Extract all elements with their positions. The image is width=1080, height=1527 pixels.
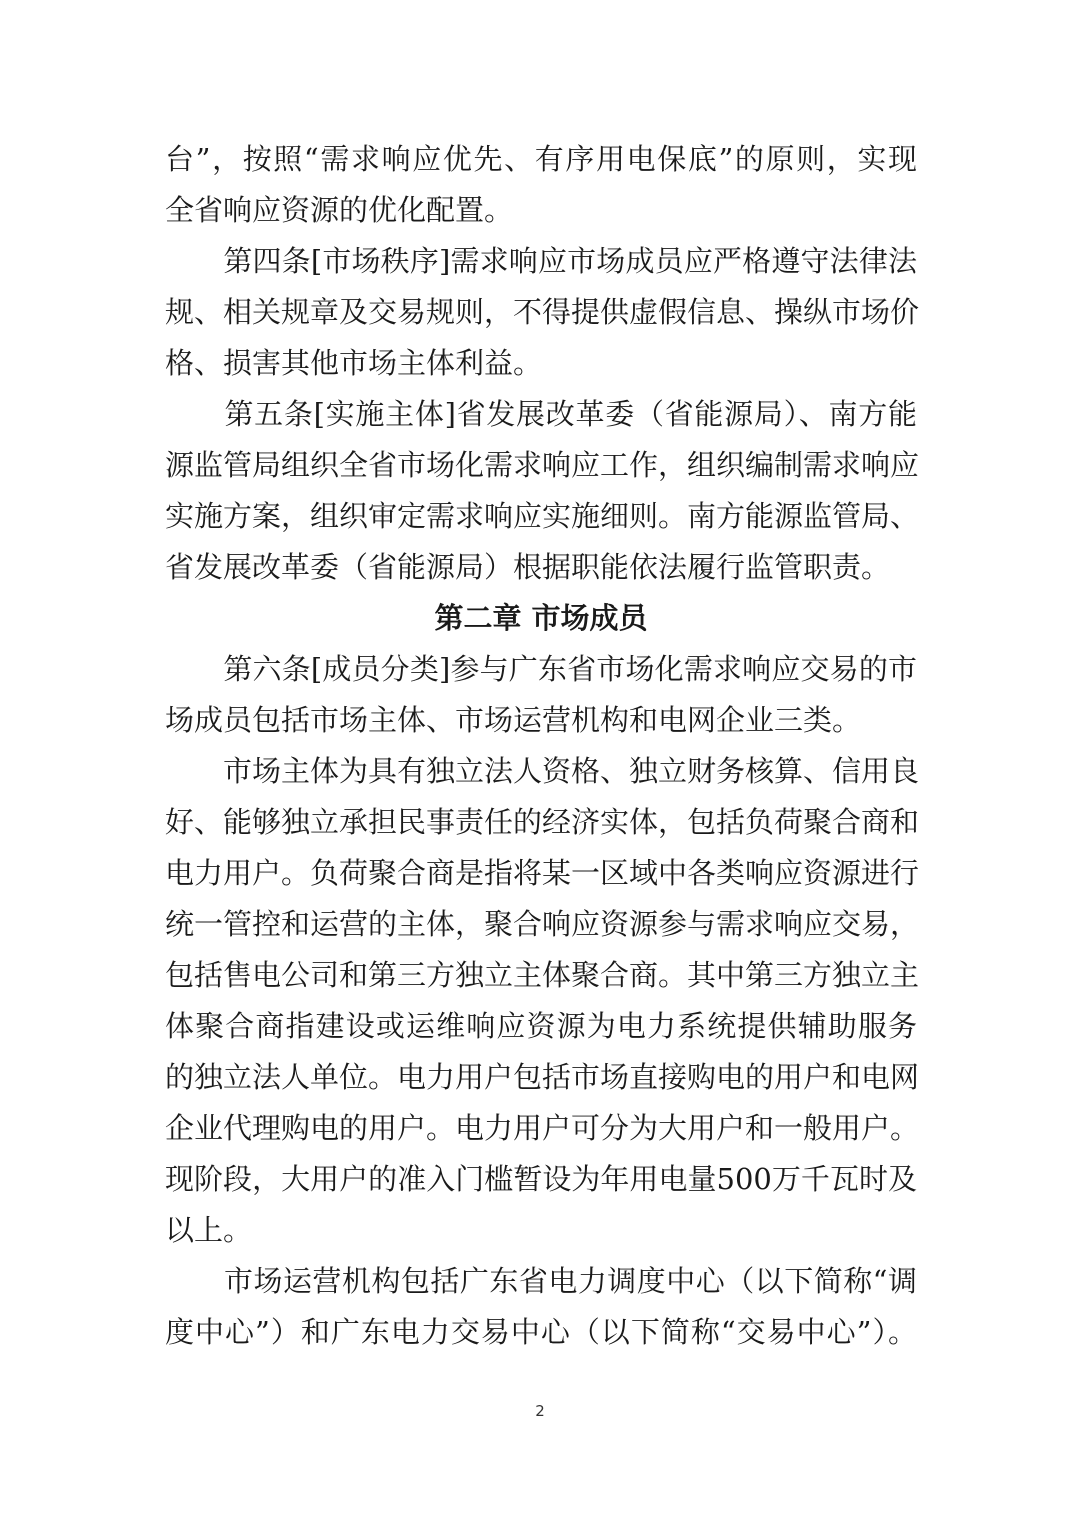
text-line: 企业代理购电的用户。电力用户可分为大用户和一般用户。 xyxy=(165,1111,920,1145)
text-line: 场成员包括市场主体、市场运营机构和电网企业三类。 xyxy=(165,703,862,737)
text-line: 源监管局组织全省市场化需求响应工作，组织编制需求响应 xyxy=(165,448,920,482)
document-body xyxy=(165,134,920,1358)
text-line: 好、能够独立承担民事责任的经济实体，包括负荷聚合商和 xyxy=(165,805,920,839)
text-line: 包括售电公司和第三方独立主体聚合商。其中第三方独立主 xyxy=(165,958,920,992)
text-line: 规、相关规章及交易规则，不得提供虚假信息、操纵市场价 xyxy=(165,295,920,329)
text-line: 市场运营机构包括广东省电力调度中心（以下简称“调 xyxy=(165,1264,917,1298)
text-line: 第四条[市场秩序]需求响应市场成员应严格遵守法律法 xyxy=(165,244,917,278)
text-line: 电力用户。负荷聚合商是指将某一区域中各类响应资源进行 xyxy=(165,856,920,890)
text-line: 格、损害其他市场主体利益。 xyxy=(165,346,543,380)
text-line: 度中心”）和广东电力交易中心（以下简称“交易中心”）。 xyxy=(165,1315,917,1349)
text-line: 现阶段，大用户的准入门槛暂设为年用电量500万千瓦时及 xyxy=(165,1162,917,1196)
chapter-heading: 第二章 市场成员 xyxy=(434,601,648,635)
text-line: 的独立法人单位。电力用户包括市场直接购电的用户和电网 xyxy=(165,1060,920,1094)
text-line: 统一管控和运营的主体，聚合响应资源参与需求响应交易， xyxy=(165,907,920,941)
text-line: 台”，按照“需求响应优先、有序用电保底”的原则，实现 xyxy=(165,142,917,176)
text-line: 第五条[实施主体]省发展改革委（省能源局）、南方能 xyxy=(165,397,917,431)
text-line: 省发展改革委（省能源局）根据职能依法履行监管职责。 xyxy=(165,550,891,584)
text-line: 市场主体为具有独立法人资格、独立财务核算、信用良 xyxy=(165,754,920,788)
text-line: 体聚合商指建设或运维响应资源为电力系统提供辅助服务 xyxy=(165,1009,917,1043)
text-line: 以上。 xyxy=(165,1213,253,1247)
text-line: 实施方案，组织审定需求响应实施细则。南方能源监管局、 xyxy=(165,499,920,533)
page-number: 2 xyxy=(535,1402,545,1420)
text-line: 第六条[成员分类]参与广东省市场化需求响应交易的市 xyxy=(165,652,917,686)
text-line: 全省响应资源的优化配置。 xyxy=(165,193,514,227)
